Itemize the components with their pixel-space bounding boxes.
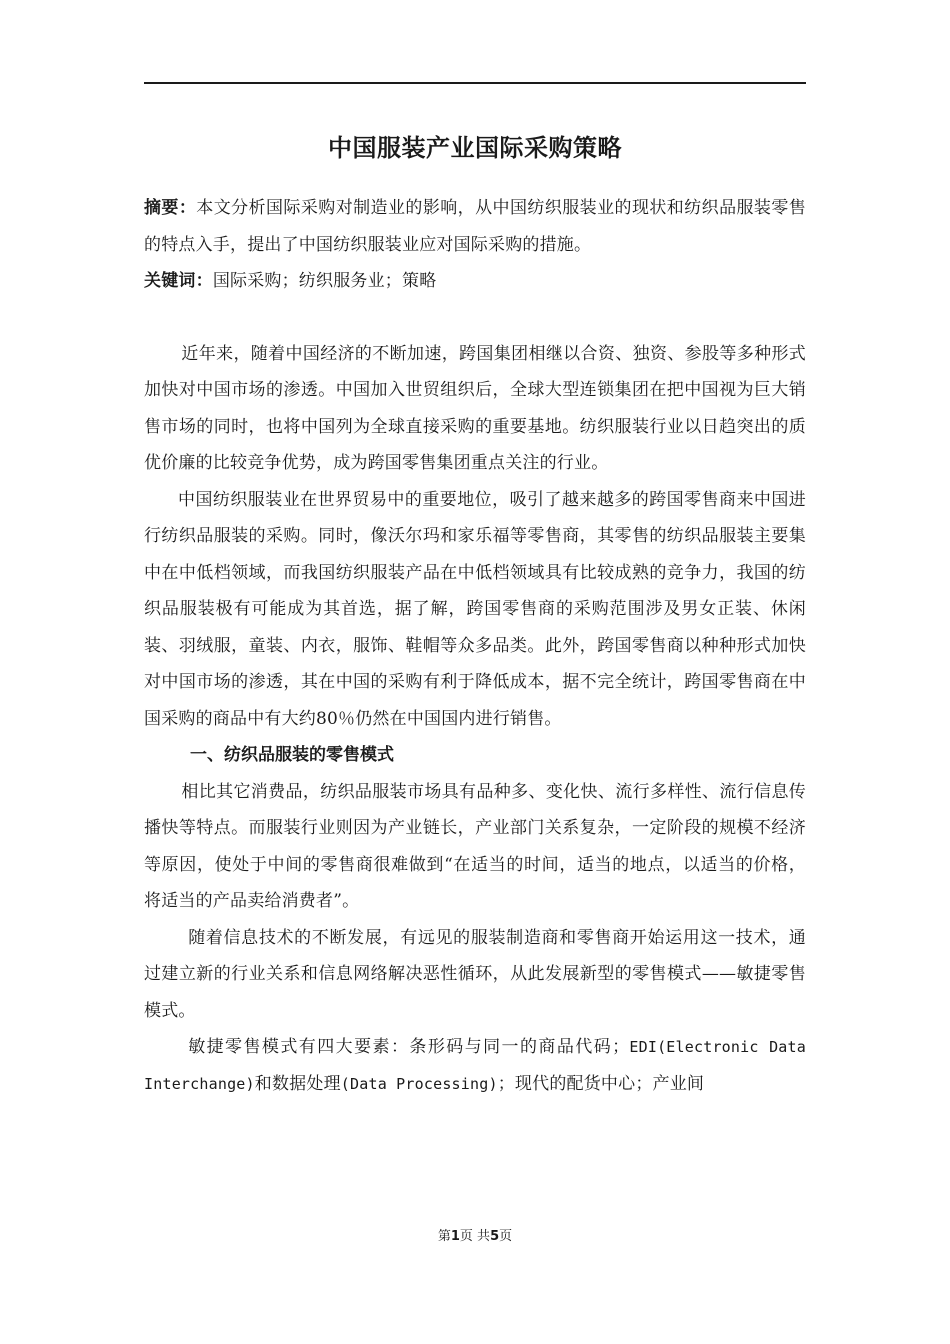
- paragraph-text: ；现代的配货中心；产业间: [497, 1073, 705, 1094]
- paragraph-text: 敏捷零售模式有四大要素：条形码与同一的商品代码；: [188, 1037, 630, 1057]
- body-paragraph: 随着信息技术的不断发展，有远见的服装制造商和零售商开始运用这一技术，通过建立新的行业关系和信息网络解决恶性循环，从此发展新型的零售模式——敏捷零售模式。: [144, 927, 806, 1021]
- page-footer: [0, 1228, 950, 1246]
- paragraph-text: EDI(Electronic Data Interchange): [144, 1038, 806, 1093]
- keywords: [144, 263, 806, 300]
- footer-middle: 页 共: [459, 1229, 491, 1244]
- abstract-text: 本文分析国际采购对制造业的影响，从中国纺织服装业的现状和纺织品服装零售的特点入手，提出了中国纺织服装业应对国际采购的措施。: [144, 198, 806, 255]
- body-paragraph: 相比其它消费品，纺织品服装市场具有品种多、变化快、流行多样性、流行信息传播快等特点。而服装行业则因为产业链长，产业部门关系复杂，一定阶段的规模不经济等原因，使处于中间的零售商很难做到“在适当的时间，适当的地点，以适当的价格，将适当的产品卖给消费者”。: [144, 781, 806, 911]
- body-paragraph: [144, 1029, 806, 1102]
- document-title: 中国服装产业国际采购策略: [328, 134, 622, 162]
- abstract: [144, 190, 806, 263]
- current-page-number: 1: [450, 1229, 460, 1244]
- keywords-text: 国际采购；纺织服务业；策略: [212, 271, 437, 291]
- abstract-label: 摘要：: [144, 198, 197, 218]
- keywords-label: 关键词：: [144, 271, 213, 291]
- body-paragraph: 近年来，随着中国经济的不断加速，跨国集团相继以合资、独资、参股等多种形式加快对中国市场的渗透。中国加入世贸组织后，全球大型连锁集团在把中国视为巨大销售市场的同时，也将中国列为全球直接采购的重要基地。纺织服装行业以日趋突出的质优价廉的比较竞争优势，成为跨国零售集团重点关注的行业。: [144, 343, 806, 473]
- footer-prefix: 第: [437, 1229, 451, 1244]
- header-rule: [144, 82, 806, 84]
- footer-suffix: 页: [499, 1229, 513, 1244]
- body-paragraph: 中国纺织服装业在世界贸易中的重要地位，吸引了越来越多的跨国零售商来中国进行纺织品服装的采购。同时，像沃尔玛和家乐福等零售商，其零售的纺织品服装主要集中在中低档领域，而我国纺织服装产品在中低档领域具有比较成熟的竞争力，我国的纺织品服装极有可能成为其首选，据了解，跨国零售商的采购范围涉及男女正装、休闲装、羽绒服，童装、内衣，服饰、鞋帽等众多品类。此外，跨国零售商以种种形式加快对中国市场的渗透，其在中国的采购有利于降低成本，据不完全统计，跨国零售商在中国采购的商品中有大约80％仍然在中国国内进行销售。: [144, 489, 806, 729]
- total-page-number: 5: [490, 1229, 500, 1244]
- paragraph-text: 和数据处理: [254, 1073, 341, 1094]
- section-heading: 一、纺织品服装的零售模式: [190, 745, 394, 765]
- paragraph-gap: [144, 300, 806, 336]
- paragraph-text: (Data Processing): [340, 1074, 498, 1093]
- document-body: [144, 128, 806, 1102]
